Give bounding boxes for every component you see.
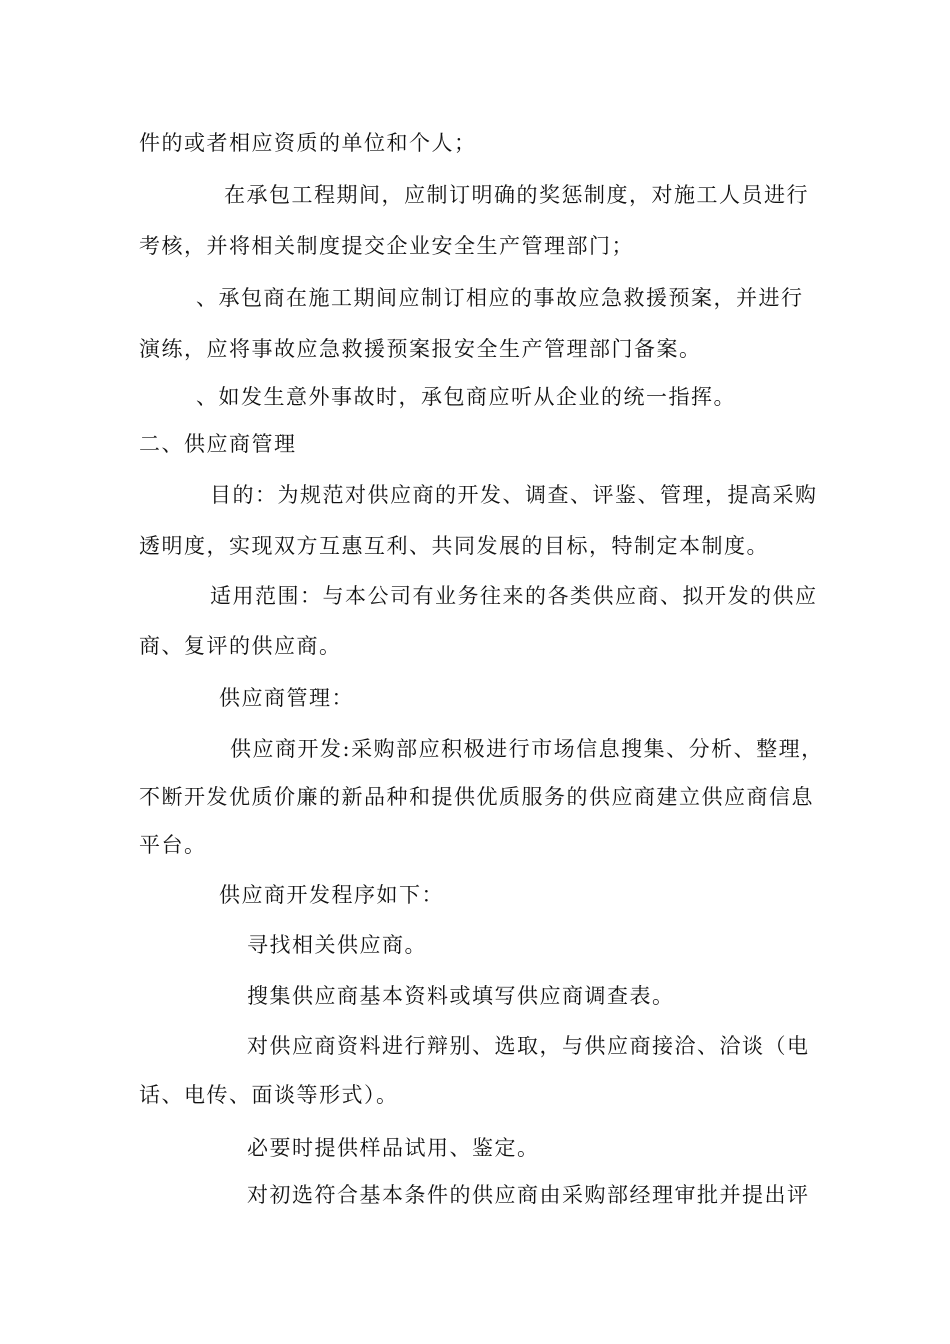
text-line: 不断开发优质价廉的新品种和提供优质服务的供应商建立供应商信息	[139, 785, 814, 809]
text-line: 供应商开发:采购部应积极进行市场信息搜集、分析、整理，	[230, 737, 824, 761]
text-line: 在承包工程期间，应制订明确的奖惩制度，对施工人员进行	[224, 183, 809, 207]
text-line: 、承包商在施工期间应制订相应的事故应急救援预案，并进行	[196, 286, 804, 310]
text-line: 演练，应将事故应急救援预案报安全生产管理部门备案。	[139, 337, 702, 361]
text-line: 透明度，实现双方互惠互利、共同发展的目标，特制定本制度。	[139, 534, 769, 558]
text-line: 考核，并将相关制度提交企业安全生产管理部门；	[139, 234, 634, 258]
text-line: 、如发生意外事故时，承包商应听从企业的统一指挥。	[196, 385, 736, 409]
text-line: 商、复评的供应商。	[139, 634, 342, 658]
text-line: 件的或者相应资质的单位和个人；	[139, 131, 477, 155]
list-item: 对供应商资料进行辩别、选取，与供应商接洽、洽谈（电	[247, 1034, 810, 1058]
text-line: 供应商管理：	[219, 686, 354, 710]
text-line: 供应商开发程序如下：	[219, 883, 444, 907]
list-item: 对初选符合基本条件的供应商由采购部经理审批并提出评	[247, 1183, 810, 1207]
text-line: 平台。	[139, 833, 207, 857]
text-line: 目的：为规范对供应商的开发、调查、评鉴、管理，提高采购	[210, 483, 818, 507]
text-line: 适用范围：与本公司有业务往来的各类供应商、拟开发的供应	[210, 584, 818, 608]
section-heading: 二、供应商管理	[139, 432, 297, 456]
text-line: 话、电传、面谈等形式）。	[139, 1083, 399, 1107]
list-item: 搜集供应商基本资料或填写供应商调查表。	[247, 984, 675, 1008]
list-item: 寻找相关供应商。	[247, 933, 427, 957]
list-item: 必要时提供样品试用、鉴定。	[247, 1136, 540, 1160]
